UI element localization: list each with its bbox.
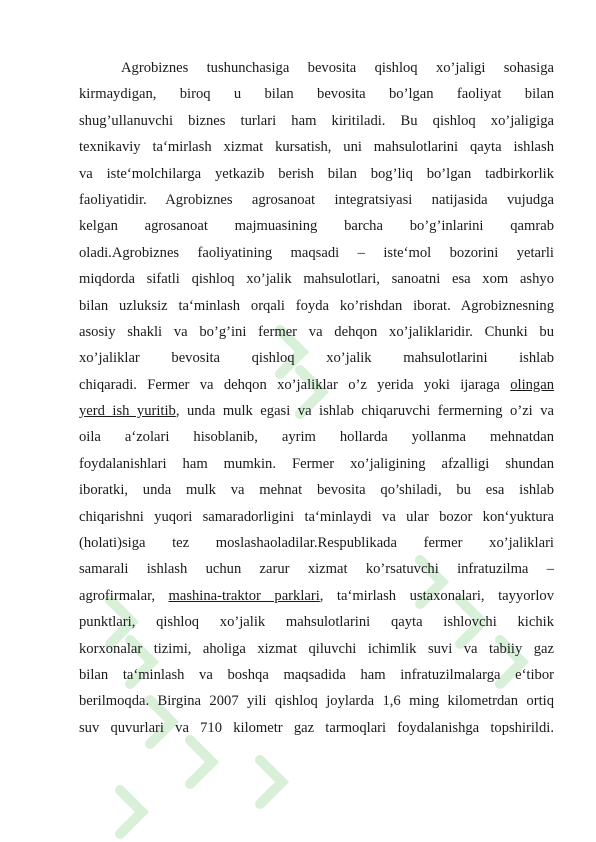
- line-text: chiqarishni yuqori samaradorligini ta‘minlaydi va ular bozor kon‘yuktura: [79, 508, 554, 525]
- text-line: [79, 134, 554, 160]
- line-text: kelgan agrosanoat majmuasining barcha bo’g’inlarini qamrab: [79, 218, 554, 235]
- text-line: [79, 240, 554, 266]
- text-line: [79, 504, 554, 530]
- line-text: (holati)siga tez moslashaoladilar.Respublikada fermer xo’jaliklari: [79, 535, 554, 552]
- watermark-chevron: [190, 740, 212, 784]
- line-text: oila a‘zolari hisoblanib, ayrim hollarda yollanma mehnatdan: [79, 429, 554, 446]
- line-text: va iste‘molchilarga yetkazib berish bilan bog’liq bo’lgan tadbirkorlik: [79, 165, 554, 182]
- text-line: [79, 213, 554, 239]
- line-text: oladi.Agrobiznes faoliyatining maqsadi – iste‘mol bozorini yetarli: [79, 244, 554, 261]
- line-text: iboratki, unda mulk va mehnat bevosita qo’shiladi, bu esa ishlab: [79, 482, 554, 499]
- text-line: [79, 530, 554, 556]
- underlined-text: yerd ish yuritib: [79, 403, 176, 420]
- line-text: faoliyatidir. Agrobiznes agrosanoat integratsiyasi natijasida vujudga: [79, 191, 554, 208]
- text-line: [79, 556, 554, 582]
- line-text: samarali ishlash uchun zarur xizmat ko’rsatuvchi infratuzilma –: [79, 561, 554, 578]
- body-paragraph: [79, 55, 554, 741]
- underlined-text: olingan: [510, 376, 554, 393]
- line-text: , ta‘mirlash ustaxonalari, tayyorlov: [319, 587, 555, 604]
- text-line: [79, 583, 554, 609]
- watermark-chevron: [120, 790, 142, 834]
- line-text: kirmaydigan, biroq u bilan bevosita bo’lgan faoliyat bilan: [79, 86, 554, 103]
- text-line: [79, 161, 554, 187]
- text-line: [79, 451, 554, 477]
- line-text: , unda mulk egasi va ishlab chiqaruvchi fermerning o’zi va: [175, 403, 554, 420]
- line-text: berilmoqda. Birgina 2007 yili qishloq joylarda 1,6 ming kilometrdan ortiq: [79, 693, 554, 710]
- line-text: bilan ta‘minlash va boshqa maqsadida ham infratuzilmalarga e‘tibor: [79, 666, 554, 683]
- line-text: suv quvurlari va 710 kilometr gaz tarmoqlari foydalanishga topshirildi.: [79, 719, 554, 736]
- text-line: [79, 187, 554, 213]
- line-text: agrofirmalar,: [79, 587, 169, 604]
- watermark-chevron: [260, 760, 282, 804]
- underlined-text: mashina-traktor parklari: [168, 587, 320, 604]
- line-text: asosiy shakli va bo’g’ini fermer va dehqon xo’jaliklaridir. Chunki bu: [79, 323, 554, 340]
- text-line: [79, 609, 554, 635]
- line-text: chiqaradi. Fermer va dehqon xo’jaliklar o’z yerida yoki ijaraga: [79, 376, 511, 393]
- text-line: [79, 345, 554, 371]
- line-text: texnikaviy ta‘mirlash xizmat kursatish, uni mahsulotlarini qayta ishlash: [79, 139, 554, 156]
- line-text: bilan uzluksiz ta‘minlash orqali foyda ko’rishdan iborat. Agrobiznesning: [79, 297, 554, 314]
- line-text: foydalanishlari ham mumkin. Fermer xo’jaligining afzalligi shundan: [79, 455, 554, 472]
- text-line: [79, 688, 554, 714]
- text-line: [79, 55, 554, 81]
- text-line: [79, 662, 554, 688]
- line-text: xo’jaliklar bevosita qishloq xo’jalik mahsulotlarini ishlab: [79, 350, 554, 367]
- text-line: [79, 266, 554, 292]
- text-line: [79, 293, 554, 319]
- text-line: [79, 715, 554, 741]
- text-line: [79, 319, 554, 345]
- text-line: [79, 81, 554, 107]
- line-text: korxonalar tizimi, aholiga xizmat qiluvchi ichimlik suvi va tabiiy gaz: [79, 640, 554, 657]
- text-line: [79, 477, 554, 503]
- line-text: punktlari, qishloq xo’jalik mahsulotlarini qayta ishlovchi kichik: [79, 614, 554, 631]
- line-text: miqdorda sifatli qishloq xo’jalik mahsulotlari, sanoatni esa xom ashyo: [79, 271, 554, 288]
- text-line: [79, 424, 554, 450]
- line-text: Agrobiznes tushunchasiga bevosita qishloq xo’jaligi sohasiga: [121, 60, 554, 76]
- text-line: [79, 636, 554, 662]
- text-line: [79, 398, 554, 424]
- text-line: [79, 108, 554, 134]
- text-line: [79, 372, 554, 398]
- line-text: shug’ullanuvchi biznes turlari ham kiritiladi. Bu qishloq xo’jaligiga: [79, 112, 554, 129]
